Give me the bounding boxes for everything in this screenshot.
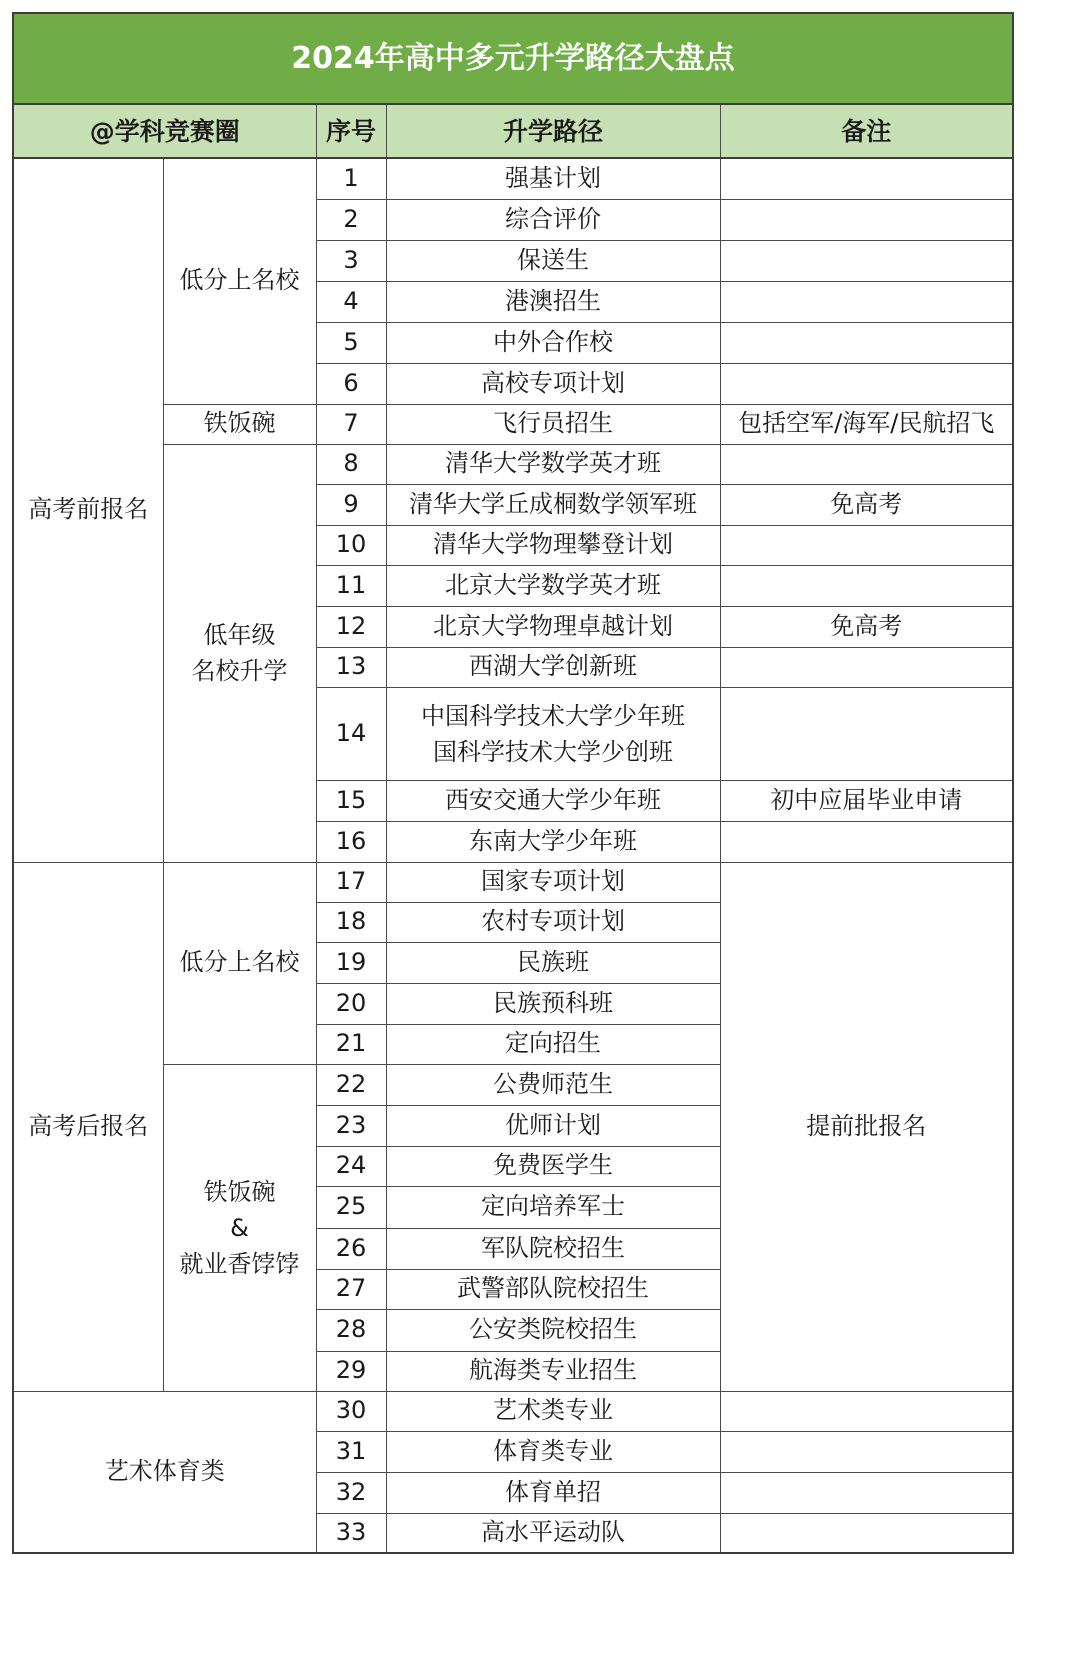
row-path: 高水平运动队 xyxy=(386,1513,720,1553)
row-note xyxy=(720,199,1013,240)
row-number: 14 xyxy=(316,687,386,780)
row-path: 强基计划 xyxy=(386,158,720,199)
row-note xyxy=(720,687,1013,780)
row-path-line: 中国科学技术大学少年班 xyxy=(421,701,685,730)
row-path: 农村专项计划 xyxy=(386,902,720,942)
row-number: 7 xyxy=(316,404,386,444)
row-number: 33 xyxy=(316,1513,386,1553)
row-path: 西湖大学创新班 xyxy=(386,647,720,687)
row-path: 优师计划 xyxy=(386,1105,720,1146)
row-path: 武警部队院校招生 xyxy=(386,1269,720,1309)
row-path: 保送生 xyxy=(386,240,720,281)
row-number: 20 xyxy=(316,983,386,1024)
row-path: 定向招生 xyxy=(386,1024,720,1064)
row-number: 32 xyxy=(316,1472,386,1513)
table-row xyxy=(13,158,1013,199)
row-number: 18 xyxy=(316,902,386,942)
row-number: 11 xyxy=(316,565,386,606)
subgroup-young-admission-line: 名校升学 xyxy=(191,657,288,685)
row-path: 体育单招 xyxy=(386,1472,720,1513)
table-title: 2024年高中多元升学路径大盘点 xyxy=(13,13,1013,104)
row-note xyxy=(720,821,1013,862)
row-path: 定向培养军士 xyxy=(386,1186,720,1228)
subgroup-iron-bowl-jobs xyxy=(163,1064,316,1391)
table-row xyxy=(13,404,1013,444)
row-path: 免费医学生 xyxy=(386,1146,720,1186)
row-number: 26 xyxy=(316,1228,386,1269)
row-note xyxy=(720,1391,1013,1431)
row-path-line: 国科学技术大学少创班 xyxy=(433,737,673,766)
row-note xyxy=(720,525,1013,565)
row-number: 4 xyxy=(316,281,386,322)
table-row xyxy=(13,862,1013,902)
row-path: 清华大学物理攀登计划 xyxy=(386,525,720,565)
row-number: 25 xyxy=(316,1186,386,1228)
row-note xyxy=(720,363,1013,404)
row-path: 国家专项计划 xyxy=(386,862,720,902)
row-path: 中外合作校 xyxy=(386,322,720,363)
row-path: 西安交通大学少年班 xyxy=(386,780,720,821)
header-path: 升学路径 xyxy=(386,104,720,158)
row-number: 1 xyxy=(316,158,386,199)
row-path: 清华大学丘成桐数学领军班 xyxy=(386,484,720,525)
subgroup-low-score: 低分上名校 xyxy=(163,158,316,404)
row-path: 航海类专业招生 xyxy=(386,1351,720,1391)
row-note xyxy=(720,281,1013,322)
row-number: 5 xyxy=(316,322,386,363)
row-note: 免高考 xyxy=(720,484,1013,525)
row-path: 东南大学少年班 xyxy=(386,821,720,862)
row-number: 8 xyxy=(316,444,386,484)
header-number: 序号 xyxy=(316,104,386,158)
subgroup-low-score-after: 低分上名校 xyxy=(163,862,316,1064)
subgroup-young-admission-line: 低年级 xyxy=(203,621,276,649)
row-number: 30 xyxy=(316,1391,386,1431)
row-path xyxy=(386,687,720,780)
note-early-batch: 提前批报名 xyxy=(720,862,1013,1391)
row-note: 初中应届毕业申请 xyxy=(720,780,1013,821)
row-note: 免高考 xyxy=(720,606,1013,647)
row-path: 体育类专业 xyxy=(386,1431,720,1472)
group-before-exam: 高考前报名 xyxy=(13,158,163,862)
row-number: 3 xyxy=(316,240,386,281)
row-note xyxy=(720,1431,1013,1472)
subgroup-iron-bowl-jobs-line: & xyxy=(230,1213,249,1242)
subgroup-young-admission xyxy=(163,444,316,862)
row-path: 港澳招生 xyxy=(386,281,720,322)
row-number: 12 xyxy=(316,606,386,647)
row-note xyxy=(720,444,1013,484)
subgroup-iron-bowl-jobs-line: 铁饭碗 xyxy=(203,1177,276,1206)
group-arts-sports: 艺术体育类 xyxy=(13,1391,316,1553)
row-number: 24 xyxy=(316,1146,386,1186)
row-number: 15 xyxy=(316,780,386,821)
subgroup-iron-bowl-jobs-line: 就业香饽饽 xyxy=(179,1249,300,1278)
row-note xyxy=(720,565,1013,606)
row-path: 飞行员招生 xyxy=(386,404,720,444)
header-source: @学科竞赛圈 xyxy=(13,104,316,158)
row-path: 公费师范生 xyxy=(386,1064,720,1105)
table-row xyxy=(13,444,1013,484)
row-note xyxy=(720,322,1013,363)
row-note xyxy=(720,1513,1013,1553)
row-number: 19 xyxy=(316,942,386,983)
row-number: 28 xyxy=(316,1309,386,1351)
table-row xyxy=(13,1391,1013,1431)
subgroup-iron-bowl: 铁饭碗 xyxy=(163,404,316,444)
row-number: 27 xyxy=(316,1269,386,1309)
row-number: 22 xyxy=(316,1064,386,1105)
row-note xyxy=(720,647,1013,687)
row-number: 16 xyxy=(316,821,386,862)
row-path: 北京大学物理卓越计划 xyxy=(386,606,720,647)
row-number: 17 xyxy=(316,862,386,902)
row-number: 21 xyxy=(316,1024,386,1064)
row-number: 2 xyxy=(316,199,386,240)
row-path: 艺术类专业 xyxy=(386,1391,720,1431)
row-number: 29 xyxy=(316,1351,386,1391)
row-path: 民族预科班 xyxy=(386,983,720,1024)
row-path: 民族班 xyxy=(386,942,720,983)
row-path: 北京大学数学英才班 xyxy=(386,565,720,606)
row-note xyxy=(720,240,1013,281)
row-note: 包括空军/海军/民航招飞 xyxy=(720,404,1013,444)
row-path: 高校专项计划 xyxy=(386,363,720,404)
row-number: 6 xyxy=(316,363,386,404)
row-path: 公安类院校招生 xyxy=(386,1309,720,1351)
row-path: 清华大学数学英才班 xyxy=(386,444,720,484)
row-note xyxy=(720,158,1013,199)
row-number: 13 xyxy=(316,647,386,687)
row-path: 军队院校招生 xyxy=(386,1228,720,1269)
row-number: 9 xyxy=(316,484,386,525)
header-note: 备注 xyxy=(720,104,1013,158)
row-number: 23 xyxy=(316,1105,386,1146)
row-number: 31 xyxy=(316,1431,386,1472)
row-number: 10 xyxy=(316,525,386,565)
row-note xyxy=(720,1472,1013,1513)
pathway-table xyxy=(12,12,1014,1554)
group-after-exam: 高考后报名 xyxy=(13,862,163,1391)
row-path: 综合评价 xyxy=(386,199,720,240)
